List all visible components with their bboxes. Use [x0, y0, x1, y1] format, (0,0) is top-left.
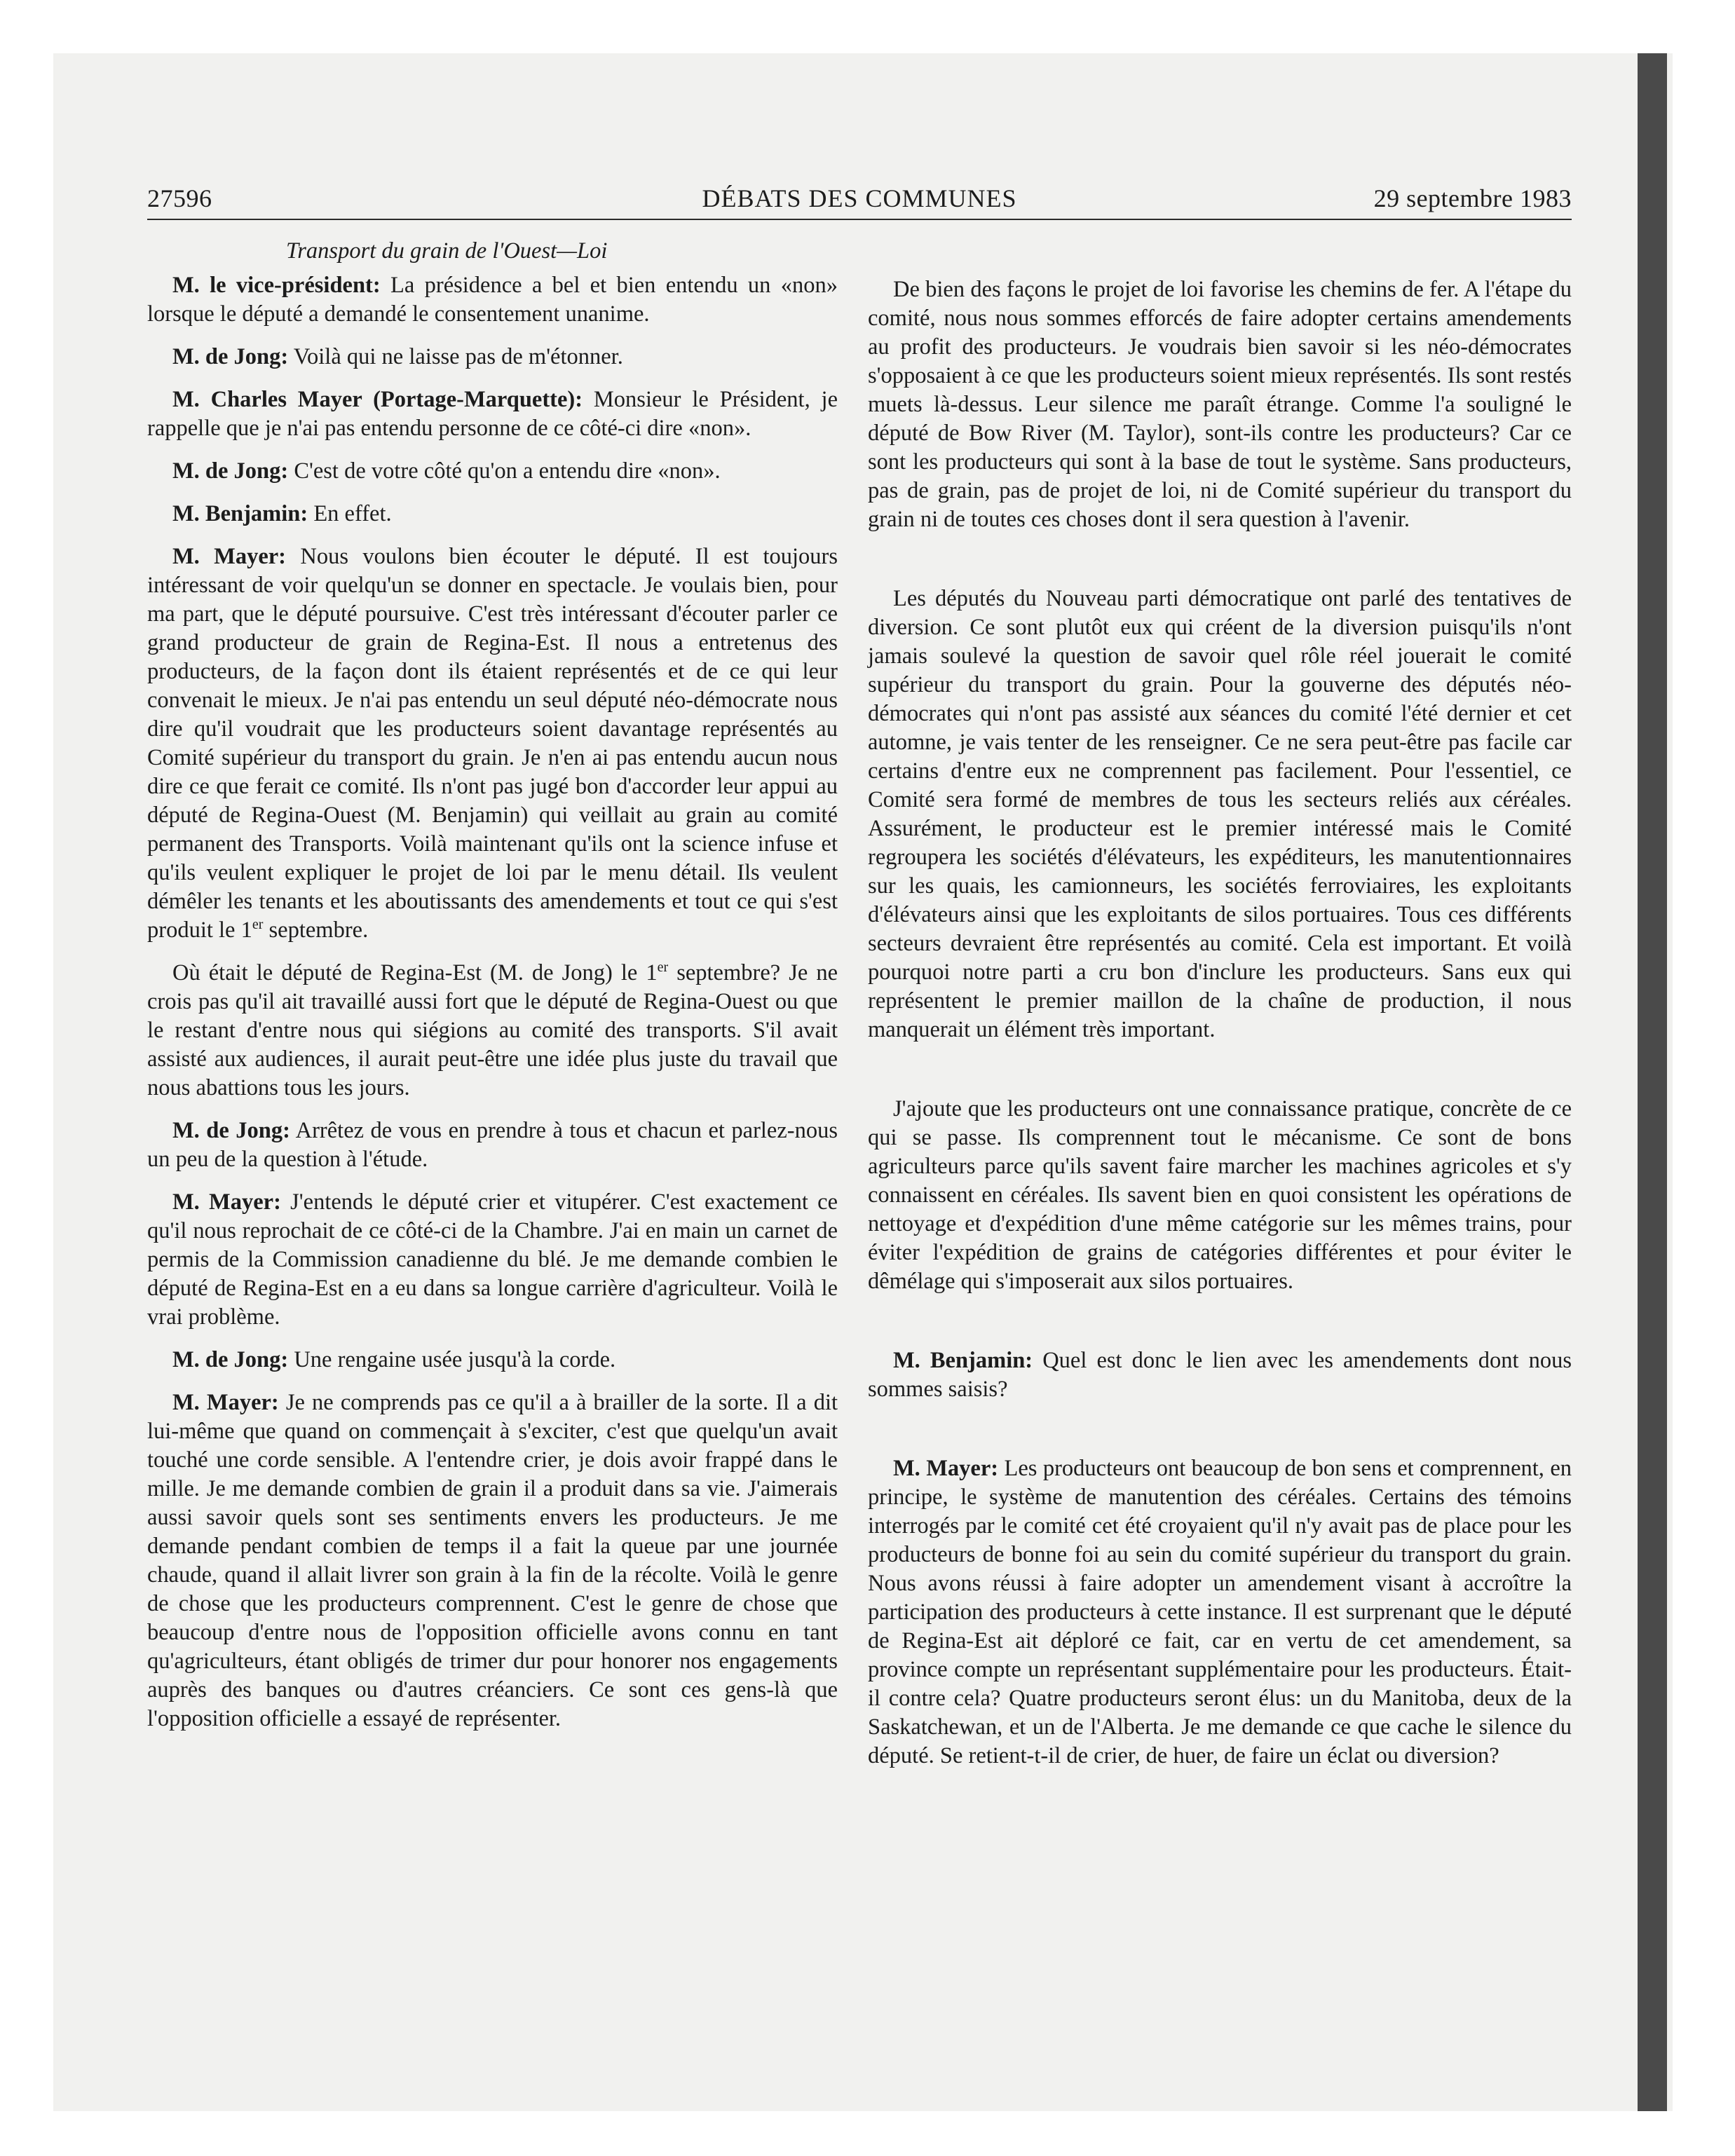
column-gap — [868, 1044, 1572, 1095]
speech-text-tail: septembre? Je ne crois pas qu'il ait travaillé aussi fort que le député de Regina-Ouest ou que le restant d'entre nous qui siégions au comité des transports. S'il avait assisté aux audiences, il aurait peut-être une idée plus juste du travail que nous abattions tous les jours. — [147, 960, 838, 1100]
speech-paragraph — [868, 1454, 1572, 1770]
speaker-name: M. Mayer: — [172, 544, 286, 569]
speaker-name: M. de Jong: — [172, 1347, 289, 1372]
speech-paragraph — [147, 1389, 838, 1733]
speaker-name: M. Benjamin: — [893, 1348, 1033, 1373]
speech-text: Une rengaine usée jusqu'à la corde. — [294, 1347, 616, 1372]
speech-text: De bien des façons le projet de loi favorise les chemins de fer. A l'étape du comité, nous nous sommes efforcés de faire adopter certains amendements au profit des producteurs. Je voudrais bien savoir si les néo-démocrates s'opposaient à ce que les producteurs soient mieux représentés. Ils sont restés muets là-dessus. Leur silence me paraît étrange. Comme l'a souligné le député de Bow River (M. Taylor), sont-ils contre les producteurs? Car ce sont les producteurs qui sont à la base de tout le système. Sans producteurs, pas de grain, pas de projet de loi, ni de Comité supérieur du transport du grain ni de toutes ces choses dont il sera question à l'avenir. — [868, 277, 1572, 532]
speech-text: La présidence a bel et bien entendu un «non» lorsque le député a demandé le consentement unanime. — [147, 273, 838, 327]
speech-text: Nous voulons bien écouter le député. Il est toujours intéressant de voir quelqu'un se donner en spectacle. Je voulais bien, pour ma part, que le député poursuive. C'est très intéressant d'écouter parler ce grand producteur de grain de Regina-Est. Il nous a entretenus des producteurs, de la façon dont ils étaient représentés et de ce qui leur convenait le mieux. Je n'ai pas entendu un seul député néo-démocrate nous dire qu'il voudrait que les producteurs soient davantage représentés au Comité supérieur du transport du grain. Je n'en ai pas entendu aucun nous dire ce que ferait ce comité. Ils n'ont pas jugé bon d'accorder leur appui au député de Regina-Ouest (M. Benjamin) qui veillait au grain au comité permanent des Transports. Voilà maintenant qu'ils ont la science infuse et qu'ils veulent expliquer le projet de loi par le menu détail. Ils veulent démêler les tenants et les aboutissants des amendements et tout ce qui s'est produit le 1 — [147, 544, 838, 943]
page-date: 29 septembre 1983 — [1373, 184, 1572, 212]
speaker-name: M. de Jong: — [172, 344, 289, 369]
speech-text: Arrêtez de vous en prendre à tous et chacun et parlez-nous un peu de la question à l'étude. — [147, 1118, 838, 1172]
speech-text-tail: septembre. — [263, 917, 369, 943]
scan-edge-shadow — [1638, 53, 1667, 2111]
speech-text: J'entends le député crier et vitupérer. C'est exactement ce qu'il nous reprochait de ce côté-ci de la Chambre. J'ai en main un carnet de permis de la Commission canadienne du blé. Je me demande combien le député de Regina-Est en a eu dans sa longue carrière d'agriculteur. Voilà le vrai problème. — [147, 1189, 838, 1330]
speech-text: Voilà qui ne laisse pas de m'étonner. — [293, 344, 623, 369]
speech-paragraph — [147, 343, 838, 371]
speech-paragraph — [147, 543, 838, 945]
column-gap — [868, 534, 1572, 585]
column-gap — [868, 1404, 1572, 1454]
speech-text: Les producteurs ont beaucoup de bon sens et comprennent, en principe, le système de manutention des céréales. Certains des témoins interrogés par le comité cet été croyaient qu'il n'y avait pas de place pour les producteurs de bonne foi au sein du comité supérieur du transport du grain. Nous avons réussi à faire adopter un amendement visant à accroître la participation des producteurs à cette instance. Il est surprenant que le député de Regina-Est ait déploré ce fait, car en vertu de cet amendement, sa province compte un représentant supplémentaire pour les producteurs. Était-il contre cela? Quatre producteurs seront élus: un du Manitoba, deux de la Saskatchewan, et un de l'Alberta. Je me demande ce que cache le silence du député. Se retient-t-il de crier, de huer, de faire un éclat ou diversion? — [868, 1456, 1572, 1768]
speaker-name: M. de Jong: — [172, 458, 289, 484]
speaker-name: M. Mayer: — [172, 1390, 279, 1415]
speaker-name: M. Charles Mayer (Portage-Marquette): — [172, 387, 583, 412]
speech-paragraph — [147, 1117, 838, 1174]
right-column — [868, 275, 1572, 1770]
speech-paragraph — [868, 275, 1572, 534]
speech-text: Quel est donc le lien avec les amendements dont nous sommes saisis? — [868, 1348, 1572, 1402]
speaker-name: M. le vice-président: — [172, 273, 381, 298]
left-column — [147, 237, 838, 1733]
speech-paragraph — [147, 1188, 838, 1332]
speaker-name: M. Benjamin: — [172, 501, 308, 526]
speaker-name: M. Mayer: — [172, 1189, 281, 1215]
speech-text: C'est de votre côté qu'on a entendu dire «non». — [294, 458, 721, 484]
speech-text: Où était le député de Regina-Est (M. de Jong) le 1 — [172, 960, 658, 985]
speech-paragraph — [147, 959, 838, 1103]
speech-text: Monsieur le Président, je rappelle que je n'ai pas entendu personne de ce côté-ci dire «non». — [147, 387, 838, 441]
ordinal-superscript: er — [657, 960, 669, 975]
speech-text: J'ajoute que les producteurs ont une connaissance pratique, concrète de ce qui se passe. Ils comprennent tout le mécanisme. Ce sont de bons agriculteurs parce qu'ils savent faire marcher les machines agricoles et s'y connaissent en céréales. Ils savent bien en quoi consistent les opérations de nettoyage et d'expédition d'une même catégorie sur les mêmes trains, pour éviter l'expédition de grains de catégories différentes et pour éviter le dêmélage qui s'imposerait aux silos portuaires. — [868, 1096, 1572, 1294]
speech-paragraph — [147, 271, 838, 329]
column-gap — [868, 1296, 1572, 1346]
speaker-name: M. de Jong: — [172, 1118, 290, 1143]
speech-paragraph — [868, 1346, 1572, 1404]
speaker-name: M. Mayer: — [893, 1456, 999, 1481]
speech-paragraph — [147, 386, 838, 443]
speech-paragraph — [868, 585, 1572, 1044]
publication-title: DÉBATS DES COMMUNES — [702, 184, 1017, 212]
section-topic: Transport du grain de l'Ouest—Loi — [286, 238, 608, 264]
speech-text: Les députés du Nouveau parti démocratique ont parlé des tentatives de diversion. Ce sont plutôt eux qui créent de la diversion puisqu'ils n'ont jamais soulevé la question de savoir quel rôle réel jouerait le comité supérieur du transport du grain. Pour la gouverne des députés néo-démocrates qui n'ont pas assisté aux séances du comité l'été dernier et cet automne, je vais tenter de les renseigner. Ce ne sera peut-être pas facile car certains d'entre eux ne comprennent pas facilement. Pour l'essentiel, ce Comité sera formé de membres de tous les secteurs reliés aux céréales. Assurément, le producteur est le premier intéressé mais le Comité regroupera les sociétés d'élévateurs, les expéditeurs, les manutentionnaires sur les quais, les camionneurs, les sociétés ferroviaires, les exploitants d'élévateurs ainsi que les exploitants de silos portuaires. Tous ces différents secteurs devraient être représentés au comité. Cela est important. Et voilà pourquoi notre parti a cru bon d'inclure les producteurs. Sans eux qui représentent le premier maillon de la chaîne de production, il nous manquerait un élément très important. — [868, 586, 1572, 1042]
page-number: 27596 — [147, 184, 212, 212]
speech-text: Je ne comprends pas ce qu'il a à brailler de la sorte. Il a dit lui-même que quand on commençait à s'exciter, c'est que quelqu'un avait touché une corde sensible. A l'entendre crier, je dois avoir frappé dans le mille. Je me demande combien de grain il a produit dans sa vie. J'aimerais aussi savoir quels sont ses sentiments envers les producteurs. Je me demande pendant combien de temps il a fait la queue par une journée chaude, quand il allait livrer son grain à la fin de la récolte. Voilà le genre de chose que les producteurs comprennent. C'est le genre de chose que beaucoup d'entre nous de l'opposition officielle avons connu en tant qu'agriculteurs, étant obligés de trimer dur pour honorer nos engagements auprès des banques ou d'autres créanciers. Ce sont ces gens-là que l'opposition officielle a essayé de représenter. — [147, 1390, 838, 1731]
ordinal-superscript: er — [252, 917, 264, 932]
speech-paragraph — [147, 457, 838, 486]
speech-paragraph — [868, 1095, 1572, 1296]
speech-text: En effet. — [313, 501, 392, 526]
speech-paragraph — [147, 500, 838, 528]
speech-paragraph — [147, 1346, 838, 1374]
page-header — [147, 179, 1572, 220]
